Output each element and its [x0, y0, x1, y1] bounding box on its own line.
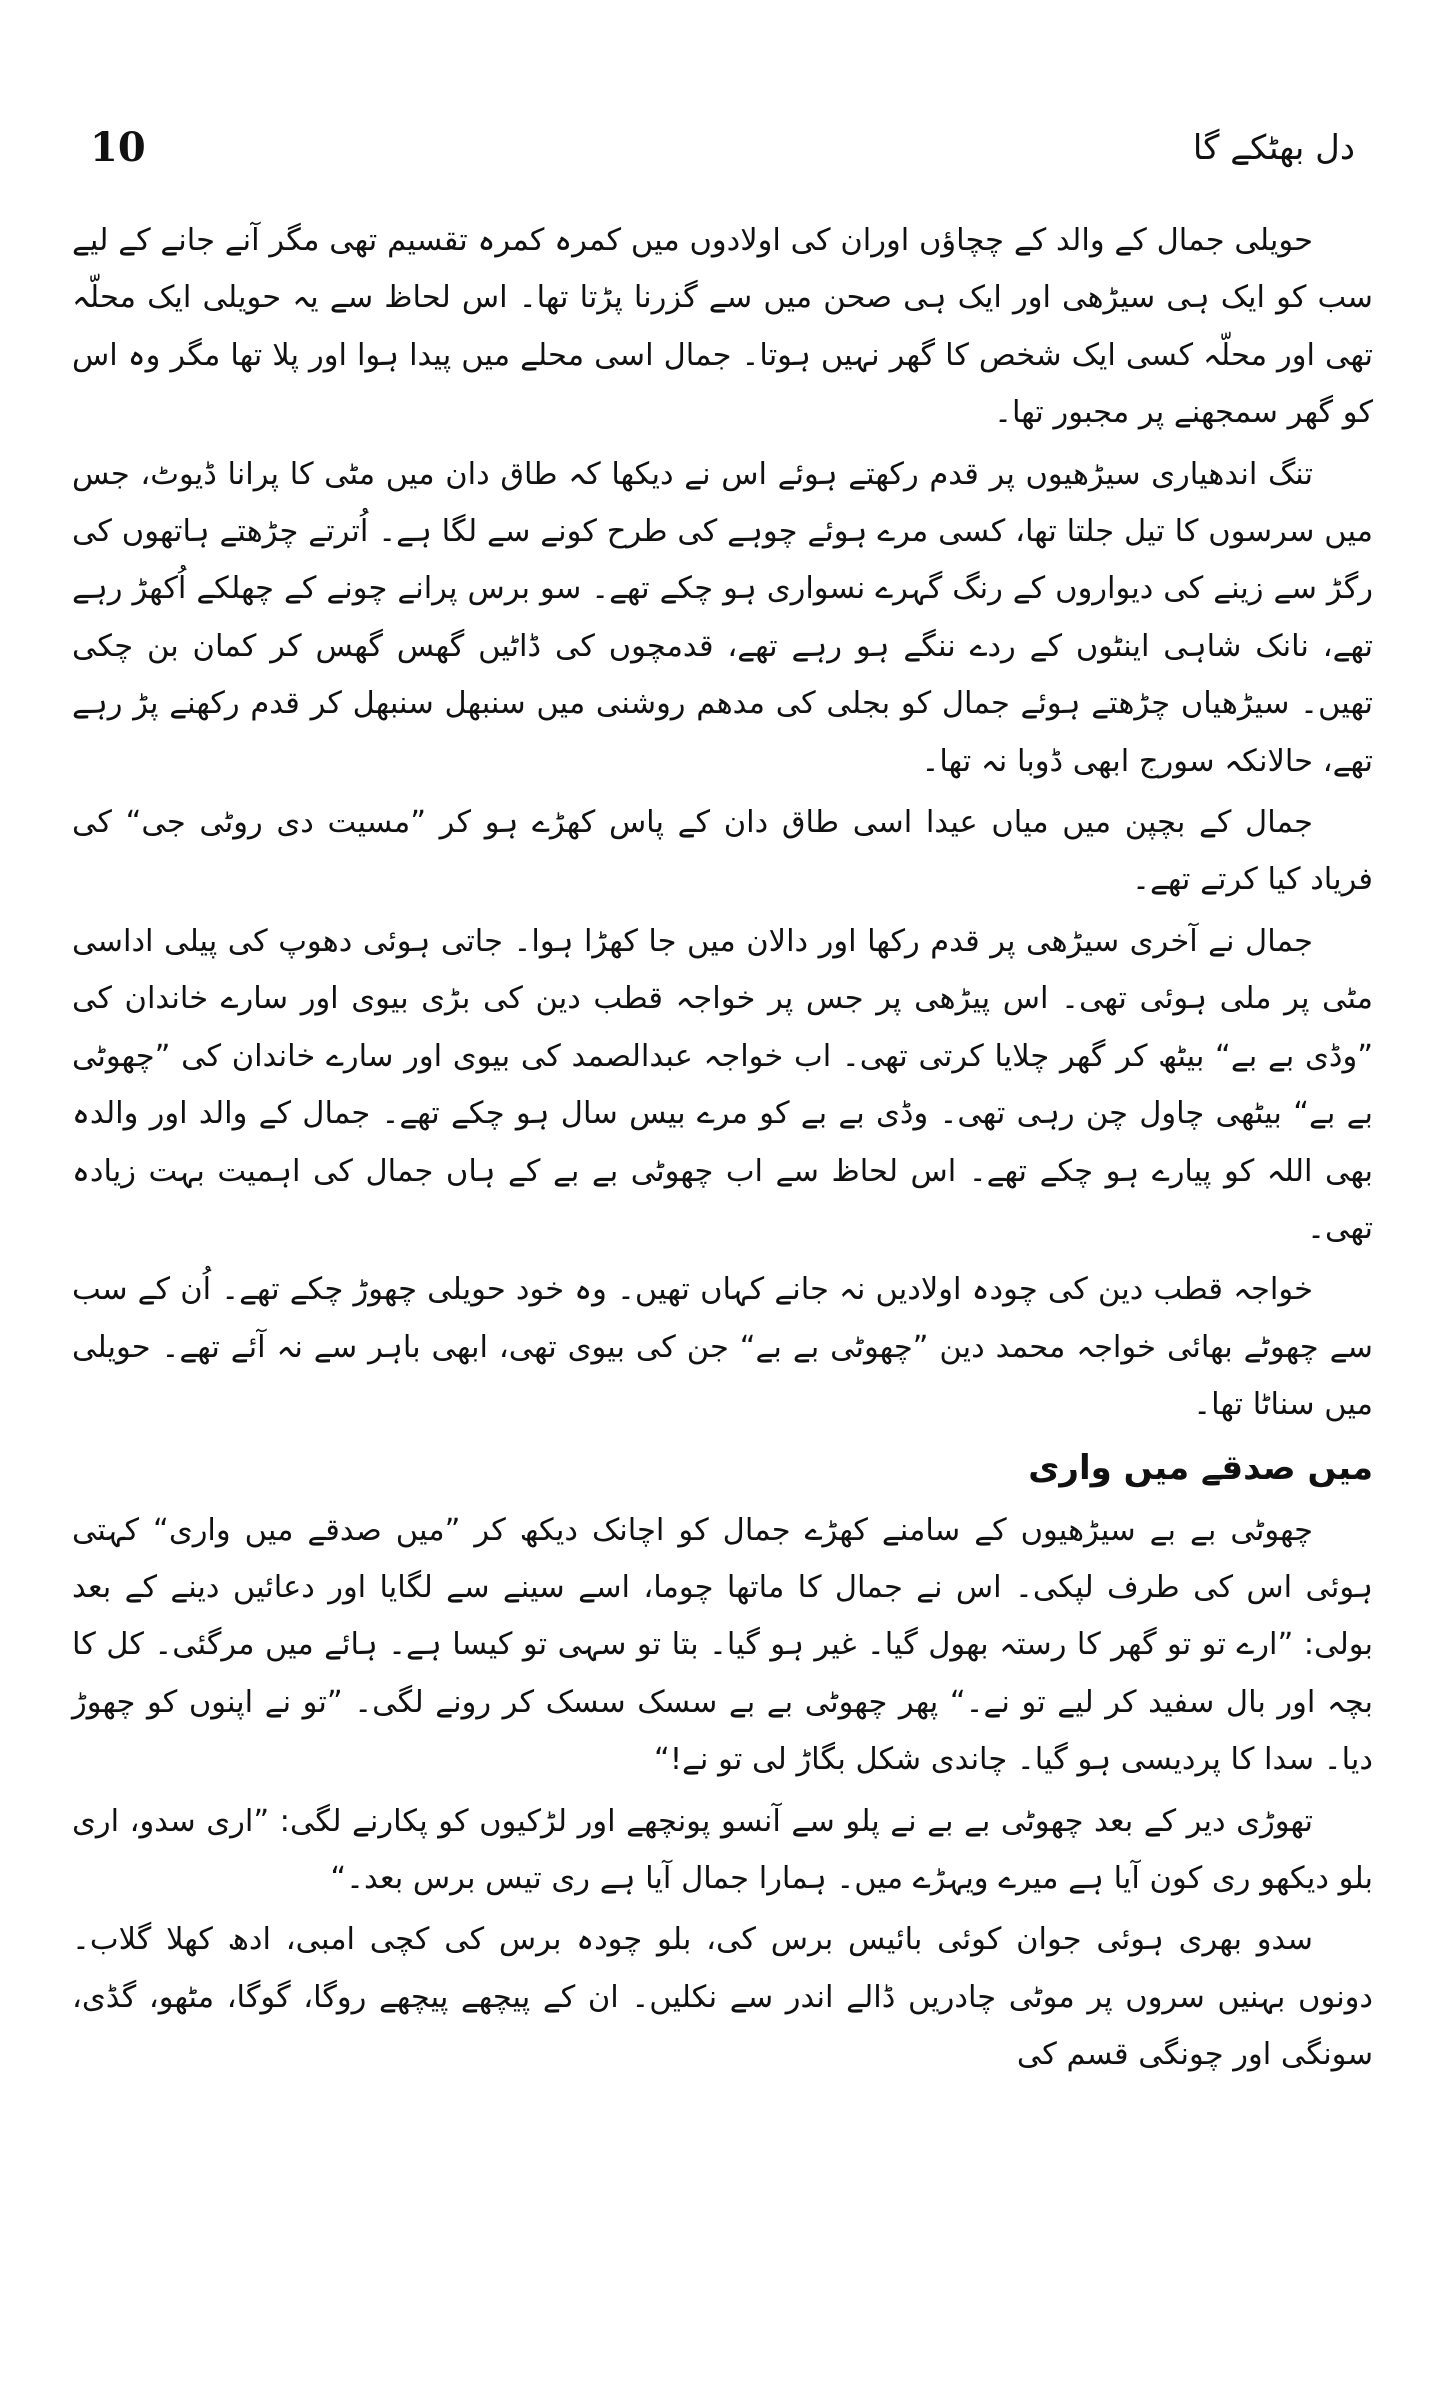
- paragraph: حویلی جمال کے والد کے چچاؤں اوران کی اولادوں میں کمرہ کمرہ تقسیم تھی مگر آنے جانے کے لیے سب کو ایک ہی سیڑھی اور ایک ہی صحن میں سے گزرنا پڑتا تھا۔ اس لحاظ سے یہ حویلی ایک محلّہ تھی اور محلّہ کسی ایک شخص کا گھر نہیں ہوتا۔ جمال اسی محلے میں پیدا ہوا اور پلا تھا مگر وہ اس کو گھر سمجھنے پر مجبور تھا۔: [72, 223, 1373, 431]
- paragraph: تھوڑی دیر کے بعد چھوٹی بے بے نے پلو سے آنسو پونچھے اور لڑکیوں کو پکارنے لگی: ”اری سدو، اری بلو دیکھو ری کون آیا ہے میرے ویہڑے میں۔ ہمارا جمال آیا ہے ری تیس برس بعد۔“: [72, 1803, 1373, 1896]
- paragraph: خواجہ قطب دین کی چودہ اولادیں نہ جانے کہاں تھیں۔ وہ خود حویلی چھوڑ چکے تھے۔ اُن کے سب سے چھوٹے بھائی خواجہ محمد دین ”چھوٹی بے بے“ جن کی بیوی تھی، ابھی باہر سے نہ آئے تھے۔ حویلی میں سناٹا تھا۔: [72, 1272, 1373, 1423]
- page-number: 10: [90, 124, 146, 171]
- paragraph: جمال کے بچپن میں میاں عیدا اسی طاق دان کے پاس کھڑے ہو کر ”مسیت دی روٹی جی“ کی فریاد کیا کرتے تھے۔: [72, 805, 1373, 898]
- paragraph: تنگ اندھیاری سیڑھیوں پر قدم رکھتے ہوئے اس نے دیکھا کہ طاق دان میں مٹی کا پرانا ڈیوٹ، جس میں سرسوں کا تیل جلتا تھا، کسی مرے ہوئے چوہے کی طرح کونے سے لگا ہے۔ اُترتے چڑھتے ہاتھوں کی رگڑ سے زینے کی دیواروں کے رنگ گہرے نسواری ہو چکے تھے۔ سو برس پرانے چونے کے چھلکے اُکھڑ رہے تھے، نانک شاہی اینٹوں کے ردے ننگے ہو رہے تھے، قدمچوں کی ڈاٹیں گھس گھس کر کمان بن چکی تھیں۔ سیڑھیاں چڑھتے ہوئے جمال کو بجلی کی مدھم روشنی میں سنبھل سنبھل کر قدم رکھنے پڑ رہے تھے، حالانکہ سورج ابھی ڈوبا نہ تھا۔: [72, 456, 1373, 779]
- page-header: [90, 118, 1355, 178]
- running-title: دل بھٹکے گا: [1192, 128, 1355, 168]
- paragraph: چھوٹی بے بے سیڑھیوں کے سامنے کھڑے جمال کو اچانک دیکھ کر ”میں صدقے میں واری“ کہتی ہوئی اس کی طرف لپکی۔ اس نے جمال کا ماتھا چوما، اسے سینے سے لگایا اور دعائیں دینے کے بعد بولی: ”ارے تو تو گھر کا رستہ بھول گیا۔ غیر ہو گیا۔ بتا تو سہی تو کیسا ہے۔ ہائے میں مرگئی۔ کل کا بچہ اور بال سفید کر لیے تو نے۔“ پھر چھوٹی بے بے سسک سسک کر رونے لگی۔ ”تو نے اپنوں کو چھوڑ دیا۔ سدا کا پردیسی ہو گیا۔ چاندی شکل بگاڑ لی تو نے!“: [72, 1512, 1373, 1778]
- section-heading: میں صدقے میں واری: [1028, 1447, 1373, 1488]
- body-text: [72, 212, 1373, 2088]
- paragraph: جمال نے آخری سیڑھی پر قدم رکھا اور دالان میں جا کھڑا ہوا۔ جاتی ہوئی دھوپ کی پیلی اداسی مٹی پر ملی ہوئی تھی۔ اس پیڑھی پر جس پر خواجہ قطب دین کی بڑی بیوی اور سارے خاندان کی ”وڈی بے بے“ بیٹھ کر گھر چلایا کرتی تھی۔ اب خواجہ عبدالصمد کی بیوی اور سارے خاندان کی ”چھوٹی بے بے“ بیٹھی چاول چن رہی تھی۔ وڈی بے بے کو مرے بیس سال ہو چکے تھے۔ جمال کے والد اور والدہ بھی اللہ کو پیارے ہو چکے تھے۔ اس لحاظ سے اب چھوٹی بے بے کے ہاں جمال کی اہمیت بہت زیادہ تھی۔: [72, 923, 1373, 1246]
- paragraph: سدو بھری ہوئی جوان کوئی بائیس برس کی، بلو چودہ برس کی کچی امبی، ادھ کھلا گلاب۔ دونوں بہنیں سروں پر موٹی چادریں ڈالے اندر سے نکلیں۔ ان کے پیچھے پیچھے روگا، گوگا، مٹھو، گڈی، سونگی اور چونگی قسم کی: [72, 1922, 1373, 2073]
